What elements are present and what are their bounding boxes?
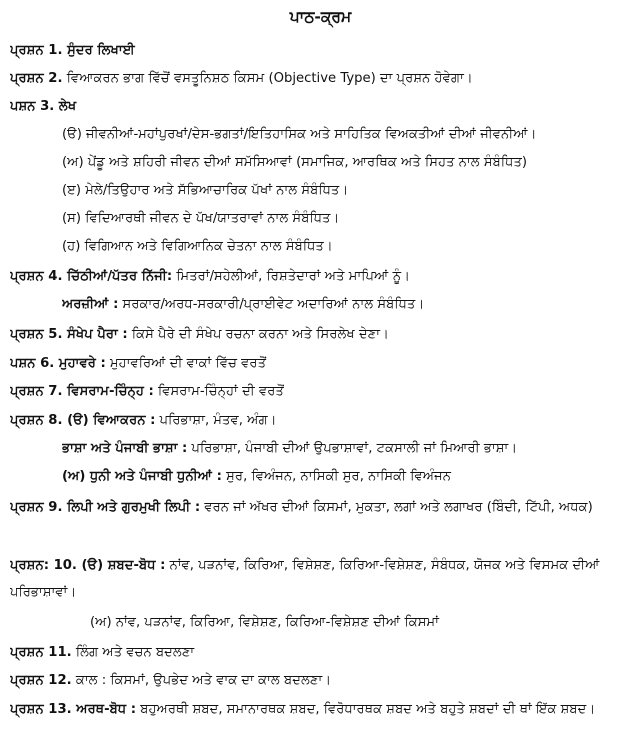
question-3 (10, 94, 632, 120)
question-4-sub-label: ਅਰਜ਼ੀਆਂ : (62, 297, 119, 312)
question-6 (10, 351, 632, 377)
question-7-label: ਪ੍ਰਸ਼ਨ 7. ਵਿਸਰਾਮ-ਚਿੰਨ੍ਹ : (10, 384, 154, 399)
question-3-item: (ਹ) ਵਿਗਿਆਨ ਅਤੇ ਵਿਗਿਆਨਿਕ ਚੇਤਨਾ ਨਾਲ ਸੰਬੰਧਿਤ। (62, 239, 333, 254)
question-8-sub2-text: ਸੁਰ, ਵਿਅੰਜਨ, ਨਾਸਿਕੀ ਸੁਰ, ਨਾਸਿਕੀ ਵਿਅੰਜਨ (226, 469, 451, 484)
question-3-item: (ੳ) ਜੀਵਨੀਆਂ-ਮਹਾਂਪੁਰਖਾਂ/ਦੇਸ-ਭਗਤਾਂ/ਇਤਿਹਾਸਿਕ ਅਤੇ ਸਾਹਿਤਿਕ ਵਿਅਕਤੀਆਂ ਦੀਆਂ ਜੀਵਨੀਆਂ। (62, 127, 537, 142)
page-title: ਪਾਠ-ਕ੍ਰਮ (289, 8, 352, 26)
question-1 (10, 38, 632, 64)
question-12-text: ਕਾਲ : ਕਿਸਮਾਂ, ਉਪਭੇਦ ਅਤੇ ਵਾਕ ਦਾ ਕਾਲ ਬਦਲਣਾ। (75, 673, 332, 688)
question-5 (10, 322, 632, 348)
question-9-label: ਪ੍ਰਸ਼ਨ 9. ਲਿਪੀ ਅਤੇ ਗੁਰਮੁਖੀ ਲਿਪੀ : (10, 500, 201, 515)
question-4-label: ਪ੍ਰਸ਼ਨ 4. ਚਿੱਠੀਆਂ/ਪੱਤਰ ਨਿੱਜੀ: (10, 269, 173, 284)
question-4-sub (62, 292, 632, 318)
question-7-text: ਵਿਸਰਾਮ-ਚਿੰਨ੍ਹਾਂ ਦੀ ਵਰਤੋਂ (158, 384, 284, 399)
question-10-text: ਨਾਂਵ, ਪੜਨਾਂਵ, ਕਿਰਿਆ, ਵਿਸ਼ੇਸ਼ਣ, ਕਿਰਿਆ-ਵਿਸ਼ੇਸ਼ਣ, ਸੰਬੰਧਕ, ਯੋਜਕ ਅਤੇ ਵਿਸਮਕ ਦੀਆਂ ਪਰਿਭਾਸ਼ਾਵਾਂ। (10, 558, 600, 600)
question-11 (10, 640, 632, 666)
question-3-item: (ੲ) ਮੇਲੇ/ਤਿਉਹਾਰ ਅਤੇ ਸੱਭਿਆਚਾਰਿਕ ਪੱਖਾਂ ਨਾਲ ਸੰਬੰਧਿਤ। (62, 183, 349, 198)
question-12-label: ਪ੍ਰਸ਼ਨ 12. (10, 673, 72, 688)
question-10-label: ਪ੍ਰਸ਼ਨ: 10. (ੳ) ਸ਼ਬਦ-ਬੋਧ : (10, 558, 166, 573)
question-1-label: ਪ੍ਰਸ਼ਨ 1. ਸੁੰਦਰ ਲਿਖਾਈ (10, 43, 135, 58)
question-2-label: ਪ੍ਰਸ਼ਨ 2. (10, 71, 63, 86)
question-3-item: (ਸ) ਵਿਦਿਆਰਥੀ ਜੀਵਨ ਦੇ ਪੱਖ/ਯਾਤਰਾਵਾਂ ਨਾਲ ਸੰਬੰਧਿਤ। (62, 211, 340, 226)
question-2-text: ਵਿਆਕਰਨ ਭਾਗ ਵਿੱਚੋਂ ਵਸਤੂਨਿਸ਼ਠ ਕਿਸਮ (Objective Type) ਦਾ ਪ੍ਰਸ਼ਨ ਹੋਵੇਗਾ। (66, 71, 473, 86)
question-9 (10, 494, 632, 521)
question-8-label: ਪ੍ਰਸ਼ਨ 8. (ੳ) ਵਿਆਕਰਨ : (10, 413, 156, 428)
question-10-sub: (ਅ) ਨਾਂਵ, ਪੜਨਾਂਵ, ਕਿਰਿਆ, ਵਿਸ਼ੇਸ਼ਣ, ਕਿਰਿਆ-ਵਿਸ਼ੇਸ਼ਣ ਦੀਆਂ ਕਿਸਮਾਂ (90, 615, 439, 630)
question-13-label: ਪ੍ਰਸ਼ਨ 13. ਅਰਥ-ਬੋਧ : (10, 702, 137, 717)
question-9-text: ਵਰਨ ਜਾਂ ਅੱਖਰ ਦੀਆਂ ਕਿਸਮਾਂ, ਮੁਕਤਾ, ਲਗਾਂ ਅਤੇ ਲਗਾਖਰ (ਬਿੰਦੀ, ਟਿੱਪੀ, ਅਧਕ) (204, 500, 593, 515)
question-5-label: ਪ੍ਰਸ਼ਨ 5. ਸੰਖੇਪ ਪੈਰਾ : (10, 327, 128, 342)
question-8-sub2-label: (ਅ) ਧੁਨੀ ਅਤੇ ਪੰਜਾਬੀ ਧੁਨੀਆਂ : (62, 469, 222, 484)
question-4 (10, 264, 632, 290)
question-11-label: ਪ੍ਰਸ਼ਨ 11. (10, 645, 72, 660)
question-3-item: (ਅ) ਪੇਂਡੂ ਅਤੇ ਸ਼ਹਿਰੀ ਜੀਵਨ ਦੀਆਂ ਸਮੱਸਿਆਵਾਂ (ਸਮਾਜਿਕ, ਆਰਥਿਕ ਅਤੇ ਸਿਹਤ ਨਾਲ ਸੰਬੰਧਿਤ) (62, 155, 528, 170)
question-13-text: ਬਹੁਅਰਥੀ ਸ਼ਬਦ, ਸਮਾਨਾਰਥਕ ਸ਼ਬਦ, ਵਿਰੋਧਾਰਥਕ ਸ਼ਬਦ ਅਤੇ ਬਹੁਤੇ ਸ਼ਬਦਾਂ ਦੀ ਥਾਂ ਇੱਕ ਸ਼ਬਦ। (140, 702, 596, 717)
question-7 (10, 379, 632, 405)
question-4-sub-text: ਸਰਕਾਰ/ਅਰਧ-ਸਰਕਾਰੀ/ਪ੍ਰਾਈਵੇਟ ਅਦਾਰਿਆਂ ਨਾਲ ਸੰਬੰਧਿਤ। (122, 297, 425, 312)
question-6-label: ਪਸ਼ਨ 6. ਮੁਹਾਵਰੇ : (10, 356, 106, 371)
question-10 (10, 552, 632, 606)
question-8-sub1-text: ਪਰਿਭਾਸ਼ਾ, ਪੰਜਾਬੀ ਦੀਆਂ ਉਪਭਾਸ਼ਾਵਾਂ, ਟਕਸਾਲੀ ਜਾਂ ਮਿਆਰੀ ਭਾਸ਼ਾ। (191, 441, 518, 456)
question-8-sub2 (62, 464, 632, 490)
question-8-text: ਪਰਿਭਾਸ਼ਾ, ਮੰਤਵ, ਅੰਗ। (159, 413, 277, 428)
question-11-text: ਲਿੰਗ ਅਤੇ ਵਚਨ ਬਦਲਣਾ (75, 645, 195, 660)
question-8-sub1 (62, 436, 632, 462)
question-13 (10, 696, 632, 723)
question-3-label: ਪਸ਼ਨ 3. ਲੇਖ (10, 99, 77, 114)
question-12 (10, 668, 632, 694)
question-2 (10, 66, 632, 92)
question-4-text: ਮਿਤਰਾਂ/ਸਹੇਲੀਆਂ, ਰਿਸ਼ਤੇਦਾਰਾਂ ਅਤੇ ਮਾਪਿਆਂ ਨੂੰ। (176, 269, 411, 284)
question-6-text: ਮੁਹਾਵਰਿਆਂ ਦੀ ਵਾਕਾਂ ਵਿੱਚ ਵਰਤੋਂ (109, 356, 267, 371)
question-8-sub1-label: ਭਾਸ਼ਾ ਅਤੇ ਪੰਜਾਬੀ ਭਾਸ਼ਾ : (62, 441, 188, 456)
question-8 (10, 408, 632, 434)
question-5-text: ਕਿਸੇ ਪੈਰੇ ਦੀ ਸੰਖੇਪ ਰਚਨਾ ਕਰਨਾ ਅਤੇ ਸਿਰਲੇਖ ਦੇਣਾ। (131, 327, 389, 342)
